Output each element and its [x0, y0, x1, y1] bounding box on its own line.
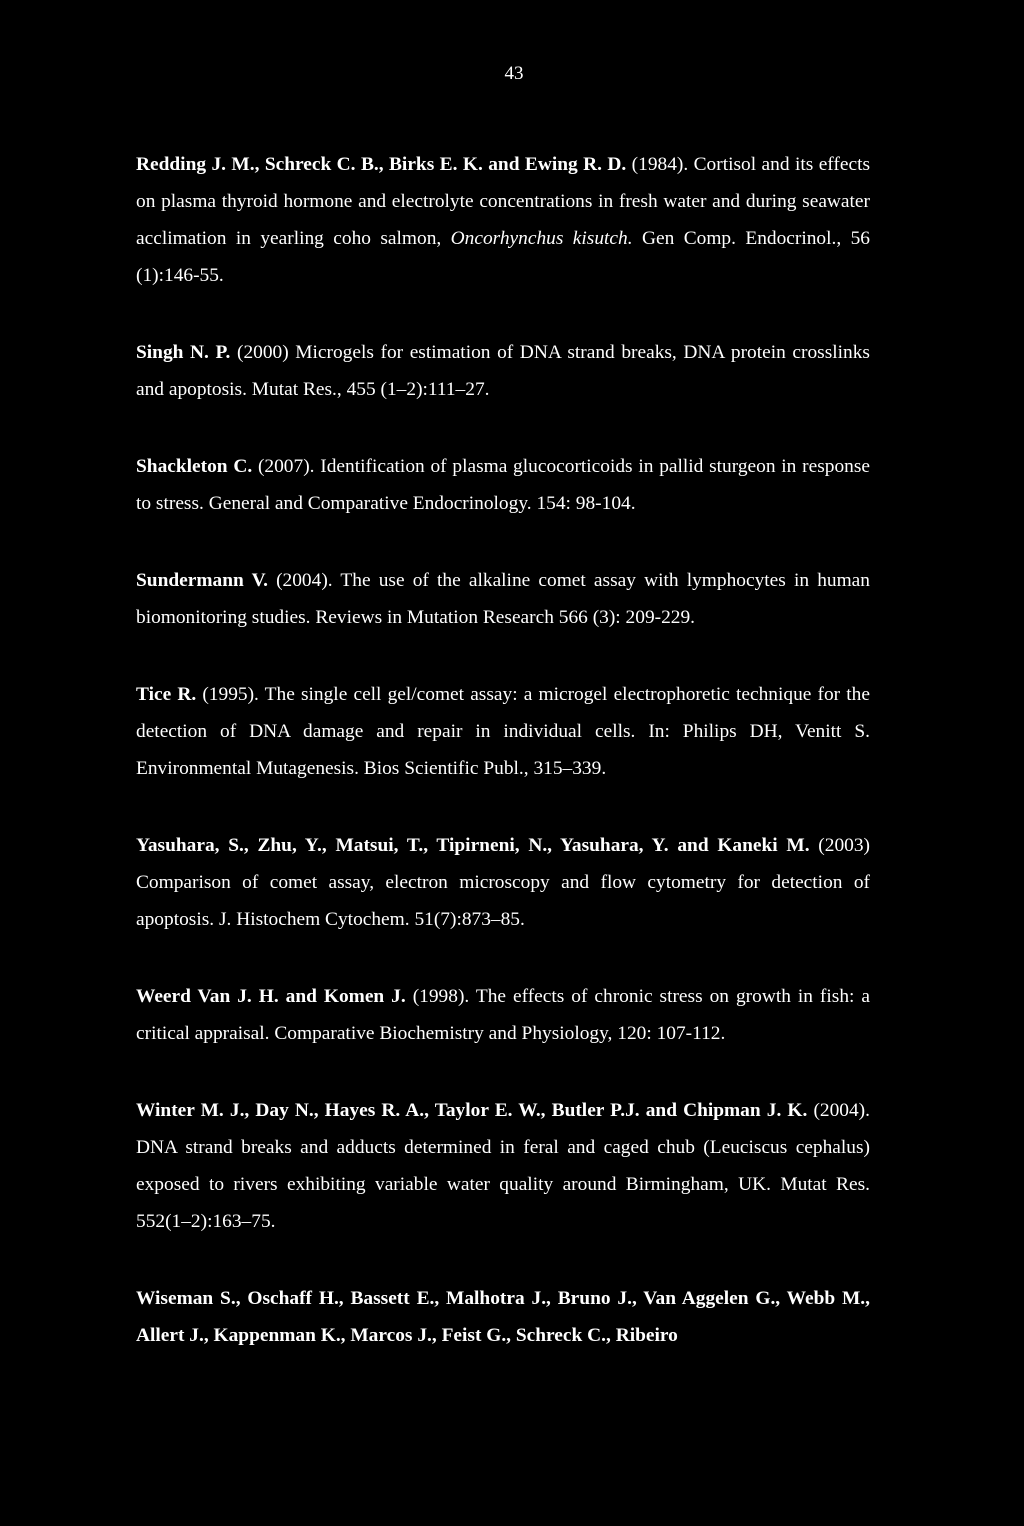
reference-text: (1998). The effects of chronic stress on growth in fish: a critical appraisal. Comparative Biochemistry and Physiology, 120: 107-112.	[136, 986, 870, 1044]
page-number: 43	[504, 63, 524, 84]
reference-text: (1984). Cortisol and its effects on plasma thyroid hormone and electrolyte concentrations in fresh water and during seawater acclimation in yearling coho salmon,	[136, 154, 871, 249]
reference-authors: Tice R.	[136, 684, 197, 705]
reference-text-end: Gen Comp. Endocrinol., 56 (1):146-55.	[136, 228, 871, 286]
reference-species-name: Oncorhynchus kisutch.	[450, 228, 633, 249]
reference-text: (2004). DNA strand breaks and adducts determined in feral and caged chub (Leuciscus cephalus) exposed to rivers exhibiting variable water quality around Birmingham, UK. Mutat Res. 552(1–2):163–75.	[136, 1100, 870, 1232]
reference-authors: Redding J. M., Schreck C. B., Birks E. K. and Ewing R. D.	[136, 154, 627, 175]
reference-weerd-1998	[136, 978, 870, 1052]
reference-list	[136, 146, 870, 1394]
reference-winter-2004	[136, 1092, 870, 1240]
reference-shackleton-2007	[136, 448, 870, 522]
reference-authors: Wiseman S., Oschaff H., Bassett E., Malhotra J., Bruno J., Van Aggelen G., Webb M., Allert J., Kappenman K., Marcos J., Feist G., Schreck C., Ribeiro	[136, 1288, 870, 1346]
reference-text: (2007). Identification of plasma glucocorticoids in pallid sturgeon in response to stress. General and Comparative Endocrinology. 154: 98-104.	[136, 456, 870, 514]
reference-authors: Yasuhara, S., Zhu, Y., Matsui, T., Tipirneni, N., Yasuhara, Y. and Kaneki M.	[136, 835, 810, 856]
reference-text: (2004). The use of the alkaline comet assay with lymphocytes in human biomonitoring studies. Reviews in Mutation Research 566 (3): 209-229.	[136, 570, 870, 628]
reference-yasuhara-2003	[136, 827, 870, 938]
reference-singh-2000	[136, 334, 870, 408]
reference-authors: Singh N. P.	[136, 342, 231, 363]
reference-authors: Sundermann V.	[136, 570, 268, 591]
reference-tice-1995	[136, 676, 870, 787]
reference-wiseman	[136, 1280, 870, 1354]
reference-text: (2003) Comparison of comet assay, electron microscopy and flow cytometry for detection of apoptosis. J. Histochem Cytochem. 51(7):873–85.	[136, 835, 870, 930]
reference-sundermann-2004	[136, 562, 870, 636]
reference-authors: Shackleton C.	[136, 456, 253, 477]
reference-text: (2000) Microgels for estimation of DNA strand breaks, DNA protein crosslinks and apoptosis. Mutat Res., 455 (1–2):111–27.	[136, 342, 870, 400]
reference-authors: Winter M. J., Day N., Hayes R. A., Taylor E. W., Butler P.J. and Chipman J. K.	[136, 1100, 808, 1121]
reference-text: (1995). The single cell gel/comet assay: a microgel electrophoretic technique for the detection of DNA damage and repair in individual cells. In: Philips DH, Venitt S. Environmental Mutagenesis. Bios Scientific Publ., 315–339.	[136, 684, 870, 779]
reference-redding-1984	[136, 146, 870, 294]
reference-authors: Weerd Van J. H. and Komen J.	[136, 986, 406, 1007]
